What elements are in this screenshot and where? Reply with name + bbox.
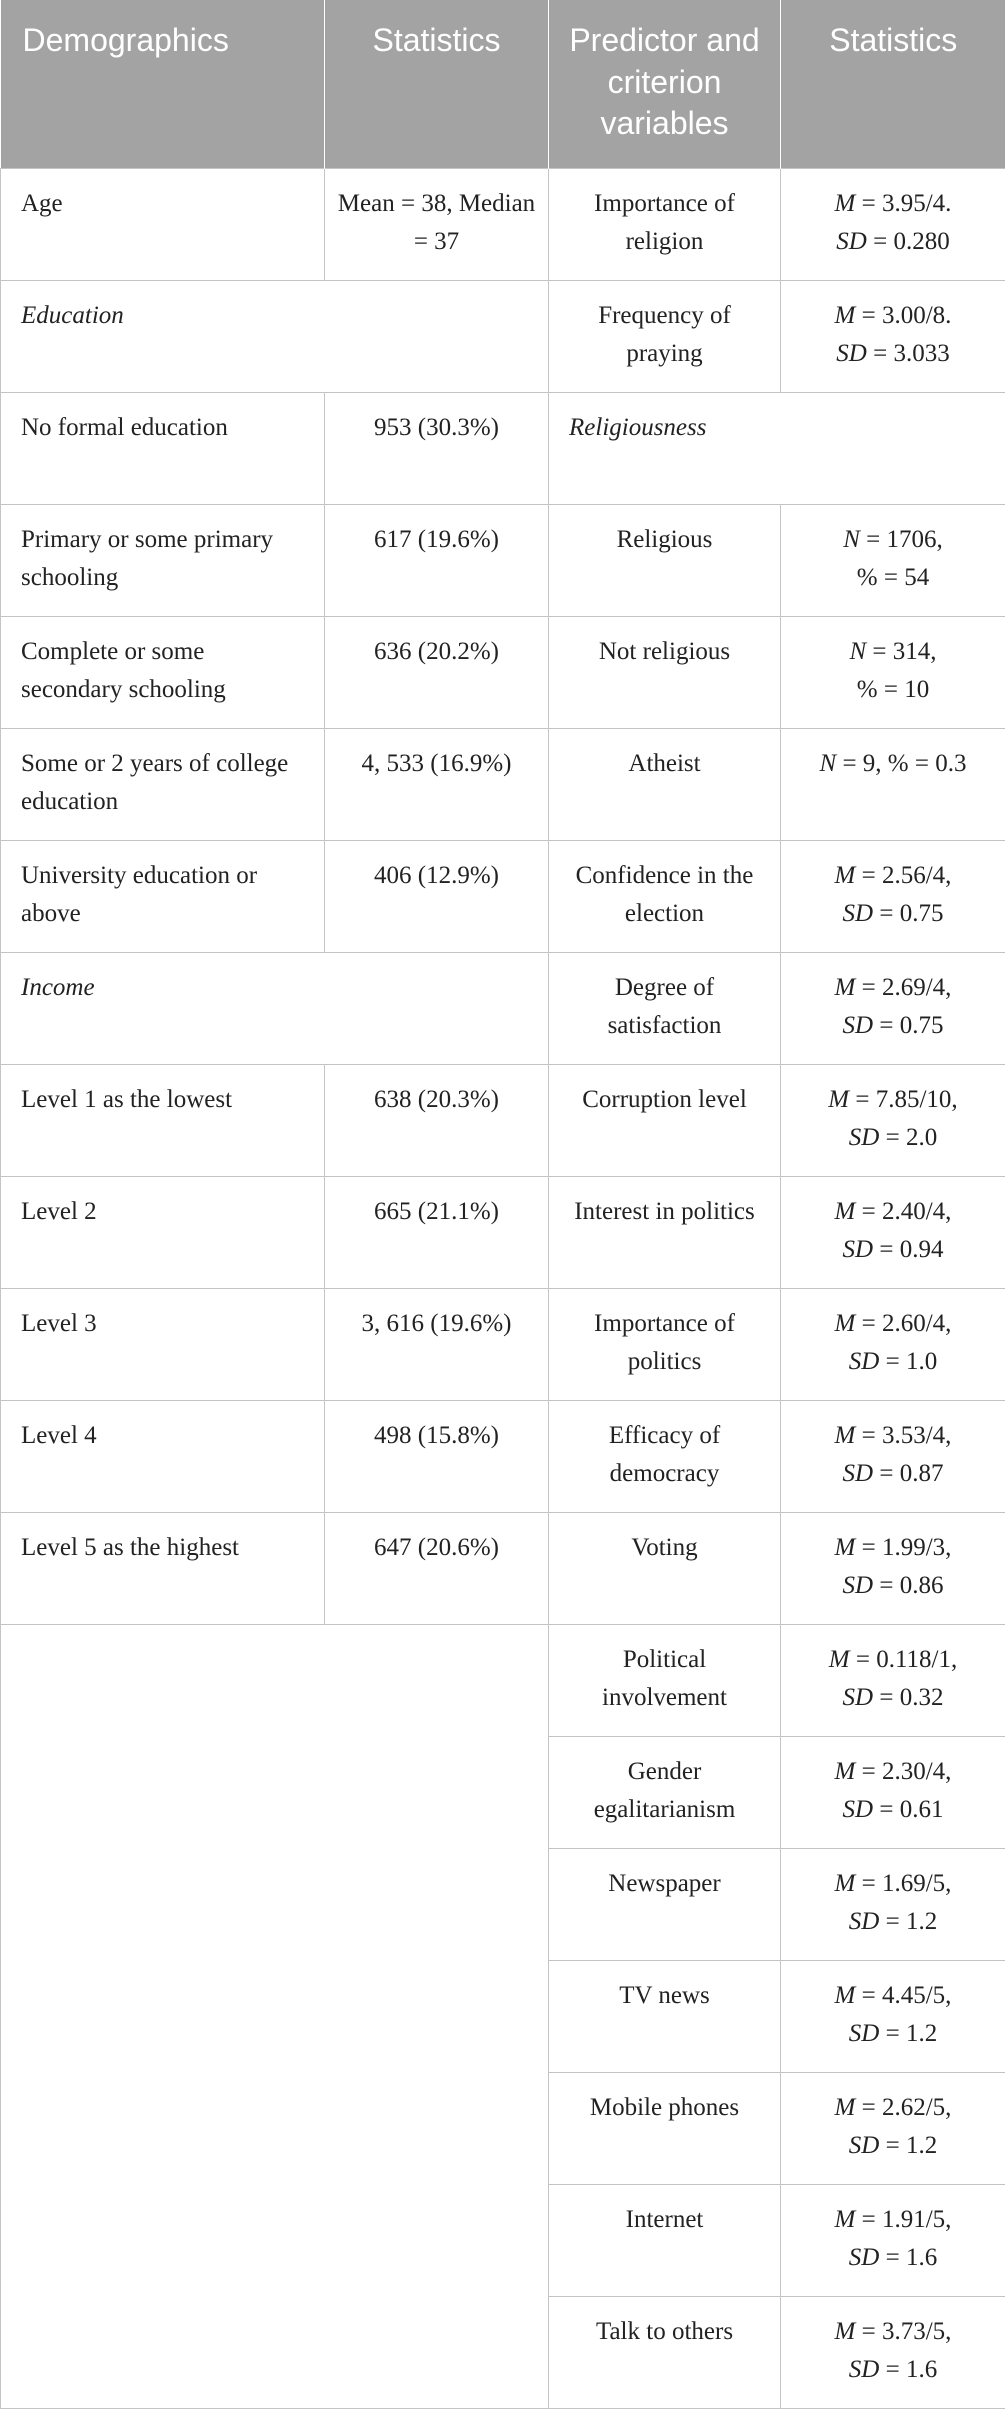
- demographic-statistic: 647 (20.6%): [325, 1512, 549, 1624]
- demographic-label: Primary or some primary schooling: [1, 504, 325, 616]
- header-statistics: Statistics: [325, 0, 549, 168]
- table-row: [1, 616, 1005, 728]
- table-row: [1, 1624, 1005, 1736]
- demographic-statistic: 3, 616 (19.6%): [325, 1288, 549, 1400]
- table-row: [1, 504, 1005, 616]
- predictor-label: Importance of religion: [549, 168, 781, 280]
- predictor-statistic: M = 7.85/10, SD = 2.0: [781, 1064, 1005, 1176]
- predictor-label: Frequency of praying: [549, 280, 781, 392]
- header-demographics: Demographics: [1, 0, 325, 168]
- demographic-label: No formal education: [1, 392, 325, 504]
- demographic-statistic: 617 (19.6%): [325, 504, 549, 616]
- predictor-statistic: N = 1706, % = 54: [781, 504, 1005, 616]
- predictor-statistic: M = 2.62/5, SD = 1.2: [781, 2072, 1005, 2184]
- demographic-label: University education or above: [1, 840, 325, 952]
- predictor-statistic: M = 2.40/4, SD = 0.94: [781, 1176, 1005, 1288]
- predictor-label: TV news: [549, 1960, 781, 2072]
- table-row: [1, 392, 1005, 504]
- demographic-statistic: 4, 533 (16.9%): [325, 728, 549, 840]
- predictor-statistic: M = 1.99/3, SD = 0.86: [781, 1512, 1005, 1624]
- predictor-statistic: N = 314, % = 10: [781, 616, 1005, 728]
- predictor-label: Mobile phones: [549, 2072, 781, 2184]
- predictor-statistic: M = 1.69/5, SD = 1.2: [781, 1848, 1005, 1960]
- table-row: [1, 952, 1005, 1064]
- predictor-label: Voting: [549, 1512, 781, 1624]
- predictor-statistic: M = 0.118/1, SD = 0.32: [781, 1624, 1005, 1736]
- empty-cell: [1, 1624, 549, 2408]
- predictor-statistic: M = 3.73/5, SD = 1.6: [781, 2296, 1005, 2408]
- predictor-statistic: M = 3.95/4. SD = 0.280: [781, 168, 1005, 280]
- header-predictor-criterion: Predictor and criterion variables: [549, 0, 781, 168]
- predictor-statistic: M = 1.91/5, SD = 1.6: [781, 2184, 1005, 2296]
- predictor-label: Religious: [549, 504, 781, 616]
- predictor-statistic: M = 3.00/8. SD = 3.033: [781, 280, 1005, 392]
- predictor-statistic: M = 3.53/4, SD = 0.87: [781, 1400, 1005, 1512]
- demographic-statistic: 498 (15.8%): [325, 1400, 549, 1512]
- demographic-label: Level 1 as the lowest: [1, 1064, 325, 1176]
- predictor-statistic: M = 2.60/4, SD = 1.0: [781, 1288, 1005, 1400]
- predictor-label: Confidence in the election: [549, 840, 781, 952]
- table-row: [1, 1064, 1005, 1176]
- table-row: [1, 1512, 1005, 1624]
- demographic-statistic: 636 (20.2%): [325, 616, 549, 728]
- table-row: [1, 1400, 1005, 1512]
- demographic-label: Level 2: [1, 1176, 325, 1288]
- predictor-label: Degree of satisfaction: [549, 952, 781, 1064]
- predictor-statistic: M = 2.56/4, SD = 0.75: [781, 840, 1005, 952]
- demographic-label: Level 4: [1, 1400, 325, 1512]
- demographic-statistic: 953 (30.3%): [325, 392, 549, 504]
- table-row: [1, 168, 1005, 280]
- demographic-label: Level 3: [1, 1288, 325, 1400]
- predictor-statistic: M = 4.45/5, SD = 1.2: [781, 1960, 1005, 2072]
- predictor-label: Efficacy of democracy: [549, 1400, 781, 1512]
- section-heading: Income: [1, 952, 549, 1064]
- section-heading: Education: [1, 280, 549, 392]
- predictor-statistic: M = 2.30/4, SD = 0.61: [781, 1736, 1005, 1848]
- predictor-label: Not religious: [549, 616, 781, 728]
- demographic-label: Complete or some secondary schooling: [1, 616, 325, 728]
- table-row: [1, 728, 1005, 840]
- predictor-label: Corruption level: [549, 1064, 781, 1176]
- demographic-label: Some or 2 years of college education: [1, 728, 325, 840]
- demographic-statistic: 665 (21.1%): [325, 1176, 549, 1288]
- predictor-label: Internet: [549, 2184, 781, 2296]
- demographic-label: Age: [1, 168, 325, 280]
- predictor-statistic: N = 9, % = 0.3: [781, 728, 1005, 840]
- demographic-label: Level 5 as the highest: [1, 1512, 325, 1624]
- demographic-statistic: 406 (12.9%): [325, 840, 549, 952]
- predictor-label: Talk to others: [549, 2296, 781, 2408]
- header-statistics: Statistics: [781, 0, 1005, 168]
- header-row: [1, 0, 1005, 168]
- table-row: [1, 840, 1005, 952]
- predictor-label: Gender egalitarianism: [549, 1736, 781, 1848]
- table-row: [1, 280, 1005, 392]
- demographic-statistic: 638 (20.3%): [325, 1064, 549, 1176]
- predictor-label: Newspaper: [549, 1848, 781, 1960]
- demographic-statistic: Mean = 38, Median = 37: [325, 168, 549, 280]
- table-row: [1, 1288, 1005, 1400]
- predictor-label: Atheist: [549, 728, 781, 840]
- table-row: [1, 1176, 1005, 1288]
- predictor-statistic: M = 2.69/4, SD = 0.75: [781, 952, 1005, 1064]
- predictor-label: Interest in politics: [549, 1176, 781, 1288]
- predictor-label: Political involvement: [549, 1624, 781, 1736]
- section-heading: Religiousness: [549, 392, 1005, 504]
- predictor-label: Importance of politics: [549, 1288, 781, 1400]
